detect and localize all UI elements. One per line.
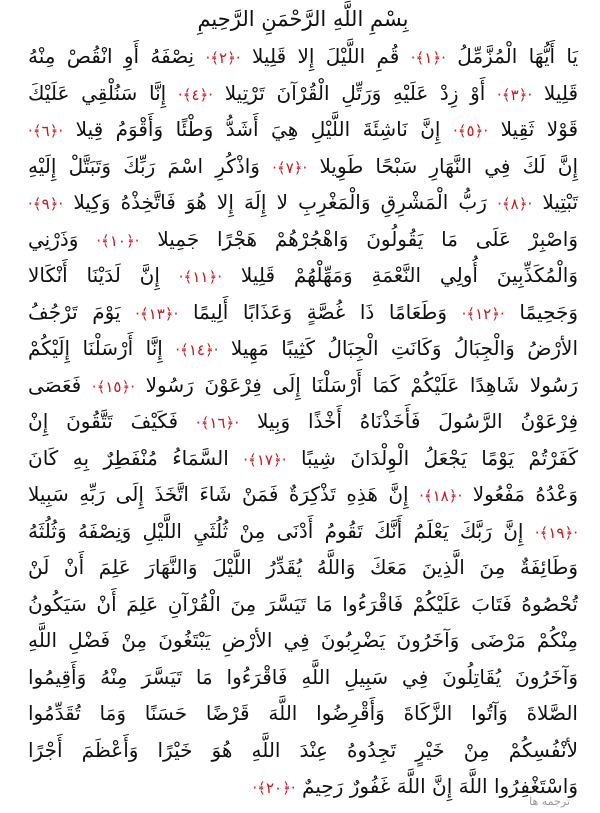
text-line	[28, 330, 578, 367]
verse-number-marker: ·﴿١٤﴾·	[175, 341, 219, 359]
text-line	[28, 184, 578, 221]
verse-text: فَكَيْفَ تَتَّقُونَ إِنْ	[28, 409, 179, 433]
verse-number-marker: ·﴿٩﴾·	[28, 195, 64, 213]
verse-number-marker: ·﴿١٦﴾·	[195, 414, 240, 432]
verse-number-marker: ·﴿٢﴾·	[205, 49, 241, 67]
verse-text: إِنَّ لَدَيْنَا أَنْكَالا	[28, 263, 160, 287]
text-line	[28, 622, 578, 659]
verse-text: وَعْدُهُ مَفْعُولا	[472, 482, 578, 506]
verse-text: وَجَحِيمًا	[519, 299, 579, 324]
verse-text: نِصْفَهُ أَوِ انْقُصْ مِنْهُ	[28, 44, 195, 68]
text-line	[28, 586, 578, 623]
text-line	[28, 476, 578, 513]
text-line	[28, 513, 578, 550]
text-line	[28, 148, 578, 185]
text-line	[28, 257, 578, 294]
verse-text: وَاسْتَغْفِرُوا اللَّهَ إِنَّ اللَّهَ غَفُورٌ رَحِيمٌ	[302, 774, 578, 798]
verse-text: وَاذْكُرِ اسْمَ رَبِّكَ وَتَبَتَّلْ إِلَيْهِ	[28, 153, 260, 178]
verse-number-marker: ·﴿٣﴾·	[497, 85, 533, 104]
translations-link[interactable]: ترجمه ها	[529, 795, 570, 808]
verse-text: لأنْفُسِكُمْ مِنْ خَيْرٍ تَجِدُوهُ عِنْدَ اللَّهِ هُوَ خَيْرًا وَأَعْظَمَ أَجْرًا	[28, 737, 578, 762]
verse-text: قُمِ اللَّيْلَ إِلا قَلِيلا	[251, 44, 400, 68]
verse-text: الأرْضُ وَالْجِبَالُ وَكَانَتِ الْجِبَالُ كَثِيبًا مَهِيلا	[230, 336, 579, 360]
verse-text: يَا أَيُّهَا الْمُزَّمِّلُ	[457, 44, 579, 68]
verse-text: فَعَصَى	[28, 372, 82, 397]
verse-text: وَطَائِفَةٌ مِنَ الَّذِينَ مَعَكَ وَاللَّهُ يُقَدِّرُ اللَّيْلَ وَالنَّهَارَ عَلِمَ أَنْ لَنْ	[28, 555, 578, 579]
verse-number-marker: ·﴿١٠﴾·	[96, 231, 140, 250]
verse-text: إِنَّا سَنُلْقِي عَلَيْكَ	[28, 80, 167, 105]
text-line	[28, 75, 578, 112]
verse-text: كَفَرْتُمْ يَوْمًا يَجْعَلُ الْوِلْدَانَ شِيبًا	[300, 445, 579, 470]
verse-text: تُحْصُوهُ فَتَابَ عَلَيْكُمْ فَاقْرَءُوا مَا تَيَسَّرَ مِنَ الْقُرْآنِ عَلِمَ أَنْ سَيَكُونُ	[28, 591, 578, 616]
verse-number-marker: ·﴿١٨﴾·	[419, 487, 463, 505]
verse-number-marker: ·﴿١٥﴾·	[91, 377, 136, 396]
text-line	[28, 367, 578, 404]
text-line	[28, 768, 578, 805]
verse-text: قَوْلا ثَقِيلا	[500, 117, 579, 141]
verse-text: تَبْتِيلا	[542, 190, 579, 214]
text-line	[28, 659, 578, 696]
verse-number-marker: ·﴿١٧﴾·	[243, 450, 287, 469]
verse-number-marker: ·﴿٥﴾·	[452, 122, 489, 140]
verse-number-marker: ·﴿١١﴾·	[178, 268, 223, 286]
text-line	[28, 403, 578, 440]
surah-text	[28, 2, 578, 805]
text-line	[28, 294, 578, 331]
verse-number-marker: ·﴿١٣﴾·	[135, 304, 179, 323]
verse-text: الصَّلاةَ وَآتُوا الزَّكَاةَ وَأَقْرِضُوا اللَّهَ قَرْضًا حَسَنًا وَمَا تُقَدِّمُوا	[28, 701, 578, 725]
verse-number-marker: ·﴿٨﴾·	[497, 195, 533, 213]
verse-text: وَطَعَامًا ذَا غُصَّةٍ وَعَذَابًا أَلِيمًا	[192, 299, 447, 324]
verse-text: إِنَّ رَبَّكَ يَعْلَمُ أَنَّكَ تَقُومُ أَدْنَى مِنْ ثُلُثَيِ اللَّيْلِ وَنِصْفَهُ وَثُلُثَهُ	[28, 518, 524, 543]
verse-lines	[28, 38, 578, 805]
verse-text: إِنَّ هَذِهِ تَذْكِرَةٌ فَمَنْ شَاءَ اتَّخَذَ إِلَى رَبِّهِ سَبِيلا	[28, 482, 409, 506]
verse-number-marker: ·﴿٦﴾·	[28, 122, 64, 140]
text-line	[28, 695, 578, 732]
verse-number-marker: ·﴿١٩﴾·	[534, 523, 578, 542]
text-line	[28, 111, 578, 148]
verse-text: رَبُّ الْمَشْرِقِ وَالْمَغْرِبِ لا إِلَهَ إِلا هُوَ فَاتَّخِذْهُ وَكِيلا	[73, 190, 487, 214]
verse-text: إِنَّا أَرْسَلْنَا إِلَيْكُمْ	[28, 336, 163, 360]
verse-text: يَوْمَ تَرْجُفُ	[28, 299, 121, 324]
verse-number-marker: ·﴿١﴾·	[410, 49, 446, 67]
verse-text: إِنَّ لَكَ فِي النَّهَارِ سَبْحًا طَوِيلا	[319, 153, 579, 178]
verse-number-marker: ·﴿٢٠﴾·	[252, 779, 296, 797]
text-line	[28, 221, 578, 258]
text-line	[28, 440, 578, 477]
verse-text: مِنْكُمْ مَرْضَى وَآخَرُونَ يَضْرِبُونَ فِي الأرْضِ يَبْتَغُونَ مِنْ فَضْلِ اللَّهِ	[28, 628, 578, 652]
verse-text: وَاصْبِرْ عَلَى مَا يَقُولُونَ وَاهْجُرْهُمْ هَجْرًا جَمِيلا	[157, 226, 578, 251]
verse-text: وَآخَرُونَ يُقَاتِلُونَ فِي سَبِيلِ اللَّهِ فَاقْرَءُوا مَا تَيَسَّرَ مِنْهُ وَأَقِيمُوا	[28, 664, 578, 689]
verse-text: فِرْعَوْنُ الرَّسُولَ فَأَخَذْنَاهُ أَخْذًا وَبِيلا	[256, 409, 578, 433]
text-line	[28, 549, 578, 586]
text-line	[28, 732, 578, 769]
verse-number-marker: ·﴿٤﴾·	[177, 85, 214, 104]
verse-text: رَسُولا شَاهِدًا عَلَيْكُمْ كَمَا أَرْسَلْنَا إِلَى فِرْعَوْنَ رَسُولا	[145, 372, 578, 397]
verse-text: السَّمَاءُ مُنْفَطِرٌ بِهِ كَانَ	[28, 445, 229, 470]
basmala: بِسْمِ اللَّهِ الرَّحْمَنِ الرَّحِيمِ	[197, 7, 409, 31]
verse-text: إِنَّ نَاشِئَةَ اللَّيْلِ هِيَ أَشَدُّ وَطْئًا وَأَقْوَمُ قِيلا	[75, 117, 441, 141]
verse-number-marker: ·﴿١٢﴾·	[461, 304, 505, 323]
verse-text: وَذَرْنِي	[28, 226, 79, 251]
verse-text: قَلِيلا	[543, 80, 579, 105]
verse-text: أَوْ زِدْ عَلَيْهِ وَرَتِّلِ الْقُرْآنَ تَرْتِيلا	[224, 80, 486, 105]
verse-text: وَالْمُكَذِّبِينَ أُولِي النَّعْمَةِ وَمَهِّلْهُمْ قَلِيلا	[240, 263, 579, 287]
verse-number-marker: ·﴿٧﴾·	[272, 158, 308, 177]
text-line	[28, 38, 578, 75]
